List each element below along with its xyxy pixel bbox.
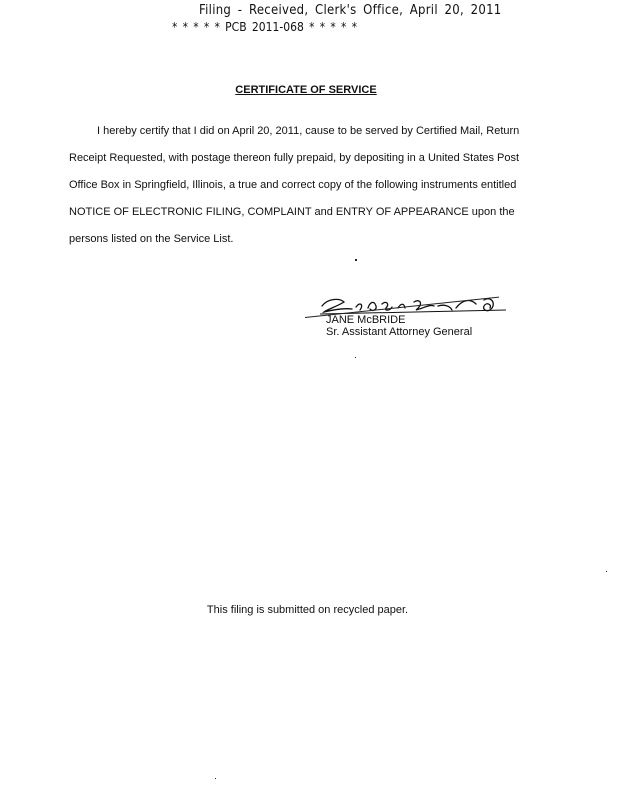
certificate-body — [69, 118, 529, 253]
speck-mark — [215, 778, 216, 779]
body-line-2: Receipt Requested, with postage thereon fully prepaid, by depositing in a United States Post — [69, 152, 520, 164]
filing-stamp-line-1: Filing - Received, Clerk's Office, April 20, 2011 — [199, 3, 502, 18]
filing-stamp-line-2: * * * * * PCB 2011-068 * * * * * — [172, 20, 358, 34]
body-line-1: I hereby certify that I did on April 20, 2011, cause to be served by Certified Mail, Return — [97, 125, 520, 137]
document-title: CERTIFICATE OF SERVICE — [235, 84, 377, 96]
speck-mark — [355, 259, 357, 261]
speck-mark — [606, 571, 607, 572]
signer-title: Sr. Assistant Attorney General — [326, 326, 473, 338]
body-line-4: NOTICE OF ELECTRONIC FILING, COMPLAINT and ENTRY OF APPEARANCE upon the — [69, 206, 515, 218]
body-line-5: persons listed on the Service List. — [69, 233, 234, 245]
speck-mark — [355, 357, 356, 358]
recycled-paper-note: This filing is submitted on recycled paper. — [206, 604, 409, 616]
signer-name: JANE McBRIDE — [326, 314, 406, 326]
body-line-3: Office Box in Springfield, Illinois, a true and correct copy of the following instruments entitled — [69, 179, 517, 191]
